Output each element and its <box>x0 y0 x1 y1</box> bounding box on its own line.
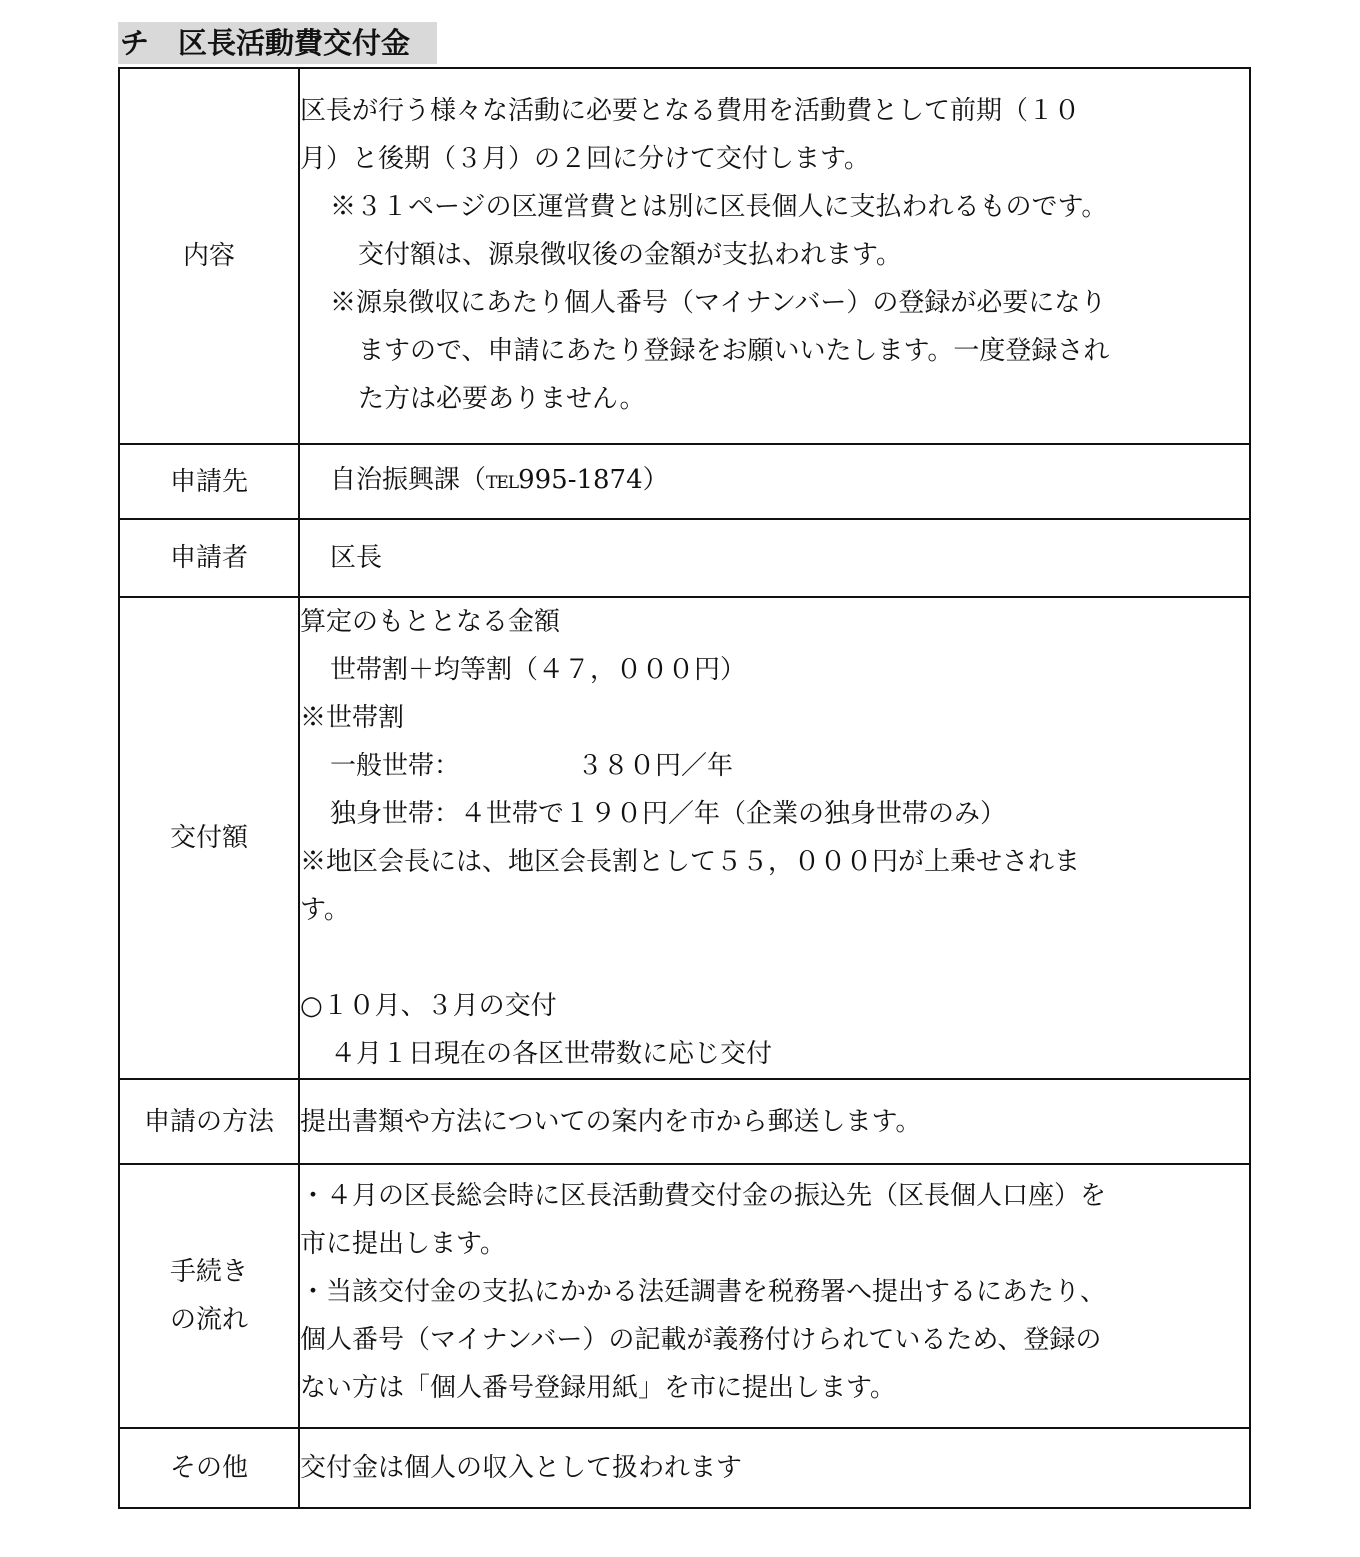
content-line: 算定のもととなる金額 <box>300 607 561 637</box>
content-line: ４月１日現在の各区世帯数に応じ交付 <box>330 1039 773 1069</box>
row-label-houhou: 申請の方法 <box>119 1079 299 1164</box>
row-content-shinseisha <box>299 519 1250 597</box>
table-row-tetsuzuki <box>119 1164 1250 1428</box>
content-line <box>300 456 1249 507</box>
content-line: 区長 <box>330 543 383 573</box>
content-line: 月）と後期（３月）の２回に分けて交付します。 <box>300 144 870 174</box>
subsidy-info-table <box>118 67 1251 1509</box>
row-content-houhou <box>299 1079 1250 1164</box>
content-line: 個人番号（マイナンバー）の記載が義務付けられているため、登録の <box>300 1325 1102 1355</box>
content-line: 世帯割＋均等割（４７，０００円） <box>330 655 747 685</box>
blank-line <box>300 934 1249 982</box>
row-content-koufugaku <box>299 597 1250 1079</box>
tel-mark: TEL <box>486 473 519 493</box>
table-row-koufugaku <box>119 597 1250 1079</box>
content-line: 市に提出します。 <box>300 1229 506 1259</box>
label-line: の流れ <box>169 1305 248 1335</box>
content-line: 区長が行う様々な活動に必要となる費用を活動費として前期（１０ <box>300 96 1081 126</box>
table-row-naiyou <box>119 68 1250 444</box>
content-line: 独身世帯：４世帯で１９０円／年（企業の独身世帯のみ） <box>330 799 1007 829</box>
row-content-sonota <box>299 1428 1250 1508</box>
section-heading: チ 区長活動費交付金 <box>118 22 437 64</box>
content-line: ・４月の区長総会時に区長活動費交付金の振込先（区長個人口座）を <box>300 1181 1107 1211</box>
content-line: ※３１ページの区運営費とは別に区長個人に支払われるものです。 <box>330 192 1108 222</box>
table-row-houhou <box>119 1079 1250 1164</box>
label-line: 手続き <box>169 1257 248 1287</box>
content-line: 提出書類や方法についての案内を市から郵送します。 <box>300 1106 922 1137</box>
content-line: ない方は「個人番号登録用紙」を市に提出します。 <box>300 1373 896 1403</box>
table-row-sonota <box>119 1428 1250 1508</box>
content-line: 交付金は個人の収入として扱われます <box>300 1453 743 1483</box>
row-content-shinseisaki <box>299 444 1250 519</box>
content-line: ますので、申請にあたり登録をお願いいたします。一度登録され <box>358 336 1110 366</box>
tel-number: 995-1874） <box>518 465 669 495</box>
content-line: す。 <box>300 895 350 925</box>
row-content-tetsuzuki <box>299 1164 1250 1428</box>
content-line: ※地区会長には、地区会長割として５５，０００円が上乗せされま <box>300 847 1081 877</box>
content-line: ※源泉徴収にあたり個人番号（マイナンバー）の登録が必要になり <box>330 288 1107 318</box>
content-line: ・当該交付金の支払にかかる法廷調書を税務署へ提出するにあたり、 <box>300 1277 1107 1307</box>
table-row-shinseisha <box>119 519 1250 597</box>
content-line: 一般世帯： ３８０円／年 <box>330 751 734 781</box>
department-name: 自治振興課（ <box>330 465 487 495</box>
content-line: ※世帯割 <box>300 703 405 733</box>
row-label-naiyou: 内容 <box>119 68 299 444</box>
content-line: た方は必要ありません。 <box>358 384 646 414</box>
row-label-tetsuzuki <box>119 1164 299 1428</box>
row-label-shinseisaki: 申請先 <box>119 444 299 519</box>
content-line: ○１０月、３月の交付 <box>300 991 557 1021</box>
table-row-shinseisaki <box>119 444 1250 519</box>
row-label-sonota: その他 <box>119 1428 299 1508</box>
row-label-shinseisha: 申請者 <box>119 519 299 597</box>
row-label-koufugaku: 交付額 <box>119 597 299 1079</box>
row-content-naiyou <box>299 68 1250 444</box>
content-line: 交付額は、源泉徴収後の金額が支払われます。 <box>358 240 902 270</box>
